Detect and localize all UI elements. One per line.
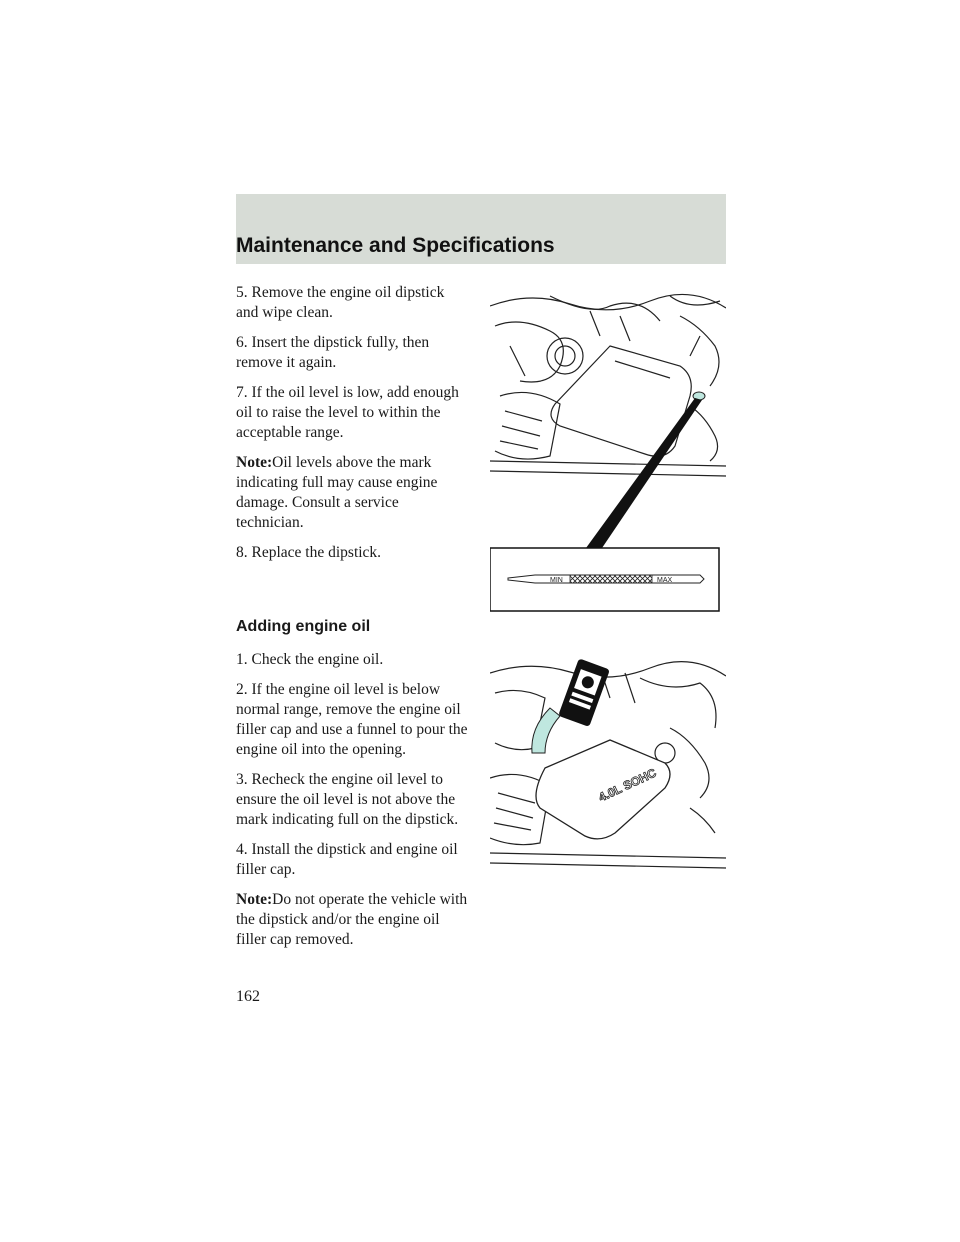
oil-bottle-icon	[559, 659, 610, 726]
note-text: Oil levels above the mark indicating full may cause engine damage. Consult a service technician.	[236, 454, 438, 531]
dipstick-max-label: MAX	[657, 577, 673, 584]
add-step-1: 1. Check the engine oil.	[236, 651, 384, 668]
check-oil-column	[236, 283, 470, 573]
check-note	[236, 453, 470, 533]
section-title: Maintenance and Specifications	[236, 234, 555, 257]
note-label: Note:	[236, 891, 273, 908]
step-8: 8. Replace the dipstick.	[236, 544, 382, 561]
note-label: Note:	[236, 454, 273, 471]
add-step-4: 4. Install the dipstick and engine oil filler cap.	[236, 841, 458, 878]
adding-oil-heading: Adding engine oil	[236, 618, 371, 635]
dipstick-safe-range	[570, 575, 652, 583]
page-number: 162	[236, 988, 260, 1005]
oil-stream	[532, 708, 560, 753]
add-step-3: 3. Recheck the engine oil level to ensure the oil level is not above the mark indicating full on the dipstick.	[236, 771, 459, 828]
add-step-2: 2. If the engine oil level is below normal range, remove the engine oil filler cap and use a funnel to pour the engine oil into the opening.	[236, 681, 468, 758]
dipstick-engine-figure	[490, 286, 726, 614]
note-text: Do not operate the vehicle with the dipstick and/or the engine oil filler cap removed.	[236, 891, 468, 948]
add-note	[236, 890, 470, 950]
add-oil-engine-figure	[490, 658, 726, 872]
step-5: 5. Remove the engine oil dipstick and wipe clean.	[236, 284, 445, 321]
dipstick-min-label: MIN	[550, 577, 563, 584]
engine-cover-label: 4.0L SOHC	[596, 765, 659, 805]
step-7: 7. If the oil level is low, add enough oil to raise the level to within the acceptable range.	[236, 384, 459, 441]
step-6: 6. Insert the dipstick fully, then remove it again.	[236, 334, 430, 371]
adding-oil-column	[236, 650, 470, 960]
